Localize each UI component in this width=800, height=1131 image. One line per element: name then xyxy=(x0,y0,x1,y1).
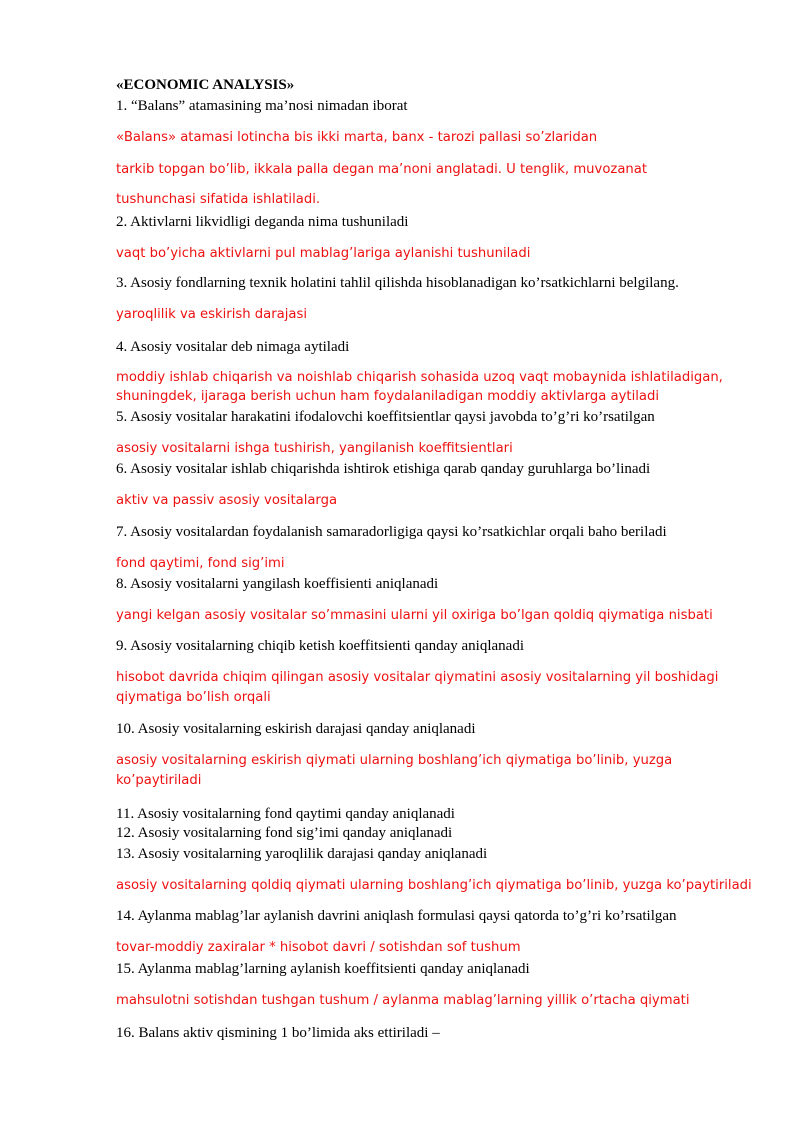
question-line: 12. Asosiy vositalarning fond sig’imi qanday aniqlanadi xyxy=(116,825,453,841)
answer-line: fond qaytimi, fond sig’imi xyxy=(116,556,285,571)
answer-line: asosiy vositalarning eskirish qiymati ularning boshlang’ich qiymatiga bo’linib, yuzga xyxy=(116,753,673,768)
answer-line: asosiy vositalarning qoldiq qiymati ularning boshlang’ich qiymatiga bo’linib, yuzga ko’paytiriladi xyxy=(116,878,752,893)
answer-line: moddiy ishlab chiqarish va noishlab chiqarish sohasida uzoq vaqt mobaynida ishlatiladigan, xyxy=(116,370,723,385)
answer-line: tovar-moddiy zaxiralar * hisobot davri / sotishdan sof tushum xyxy=(116,940,521,955)
answer-line: aktiv va passiv asosiy vositalarga xyxy=(116,493,338,508)
question-line: 8. Asosiy vositalarni yangilash koeffisienti aniqlanadi xyxy=(116,576,439,592)
answer-line: ko’paytiriladi xyxy=(116,773,202,788)
answer-line: yaroqlilik va eskirish darajasi xyxy=(116,307,308,322)
answer-line: qiymatiga bo’lish orqali xyxy=(116,690,271,705)
question-line: 5. Asosiy vositalar harakatini ifodalovchi koeffitsientlar qaysi javobda to’g’ri ko’rsatilgan xyxy=(116,409,655,425)
question-line: 14. Aylanma mablag’lar aylanish davrini aniqlash formulasi qaysi qatorda to’g’ri ko’rsatilgan xyxy=(116,908,677,924)
question-line: 3. Asosiy fondlarning texnik holatini tahlil qilishda hisoblanadigan ko’rsatkichlarni belgilang. xyxy=(116,275,679,291)
question-line: 10. Asosiy vositalarning eskirish darajasi qanday aniqlanadi xyxy=(116,721,476,737)
document-title: «ECONOMIC ANALYSIS» xyxy=(116,77,295,93)
question-line: 1. “Balans” atamasining ma’nosi nimadan iborat xyxy=(116,98,408,114)
answer-line: shuningdek, ijaraga berish uchun ham foydalaniladigan moddiy aktivlarga aytiladi xyxy=(116,389,660,404)
question-line: 11. Asosiy vositalarning fond qaytimi qanday aniqlanadi xyxy=(116,806,455,822)
question-line: 7. Asosiy vositalardan foydalanish samaradorligiga qaysi ko’rsatkichlar orqali baho beriladi xyxy=(116,524,667,540)
answer-line: hisobot davrida chiqim qilingan asosiy vositalar qiymatini asosiy vositalarning yil boshidagi xyxy=(116,670,719,685)
answer-line: vaqt bo’yicha aktivlarni pul mablag’lariga aylanishi tushuniladi xyxy=(116,246,531,261)
answer-line: asosiy vositalarni ishga tushirish, yangilanish koeffitsientlari xyxy=(116,441,513,456)
answer-line: tarkib topgan bo’lib, ikkala palla degan ma’noni anglatadi. U tenglik, muvozanat xyxy=(116,162,648,177)
question-line: 6. Asosiy vositalar ishlab chiqarishda ishtirok etishiga qarab qanday guruhlarga bo’linadi xyxy=(116,461,651,477)
answer-line: yangi kelgan asosiy vositalar so’mmasini ularni yil oxiriga bo’lgan qoldiq qiymatiga nisbati xyxy=(116,608,713,623)
question-line: 4. Asosiy vositalar deb nimaga aytiladi xyxy=(116,339,350,355)
question-line: 15. Aylanma mablag’larning aylanish koeffitsienti qanday aniqlanadi xyxy=(116,961,530,977)
question-line: 13. Asosiy vositalarning yaroqlilik darajasi qanday aniqlanadi xyxy=(116,846,488,862)
question-line: 16. Balans aktiv qismining 1 bo’limida aks ettiriladi – xyxy=(116,1025,440,1041)
answer-line: mahsulotni sotishdan tushgan tushum / aylanma mablag’larning yillik o’rtacha qiymati xyxy=(116,993,690,1008)
answer-line: «Balans» atamasi lotincha bis ikki marta, banx - tarozi pallasi so’zlaridan xyxy=(116,130,598,145)
question-line: 2. Aktivlarni likvidligi deganda nima tushuniladi xyxy=(116,214,409,230)
answer-line: tushunchasi sifatida ishlatiladi. xyxy=(116,192,321,207)
question-line: 9. Asosiy vositalarning chiqib ketish koeffitsienti qanday aniqlanadi xyxy=(116,638,524,654)
